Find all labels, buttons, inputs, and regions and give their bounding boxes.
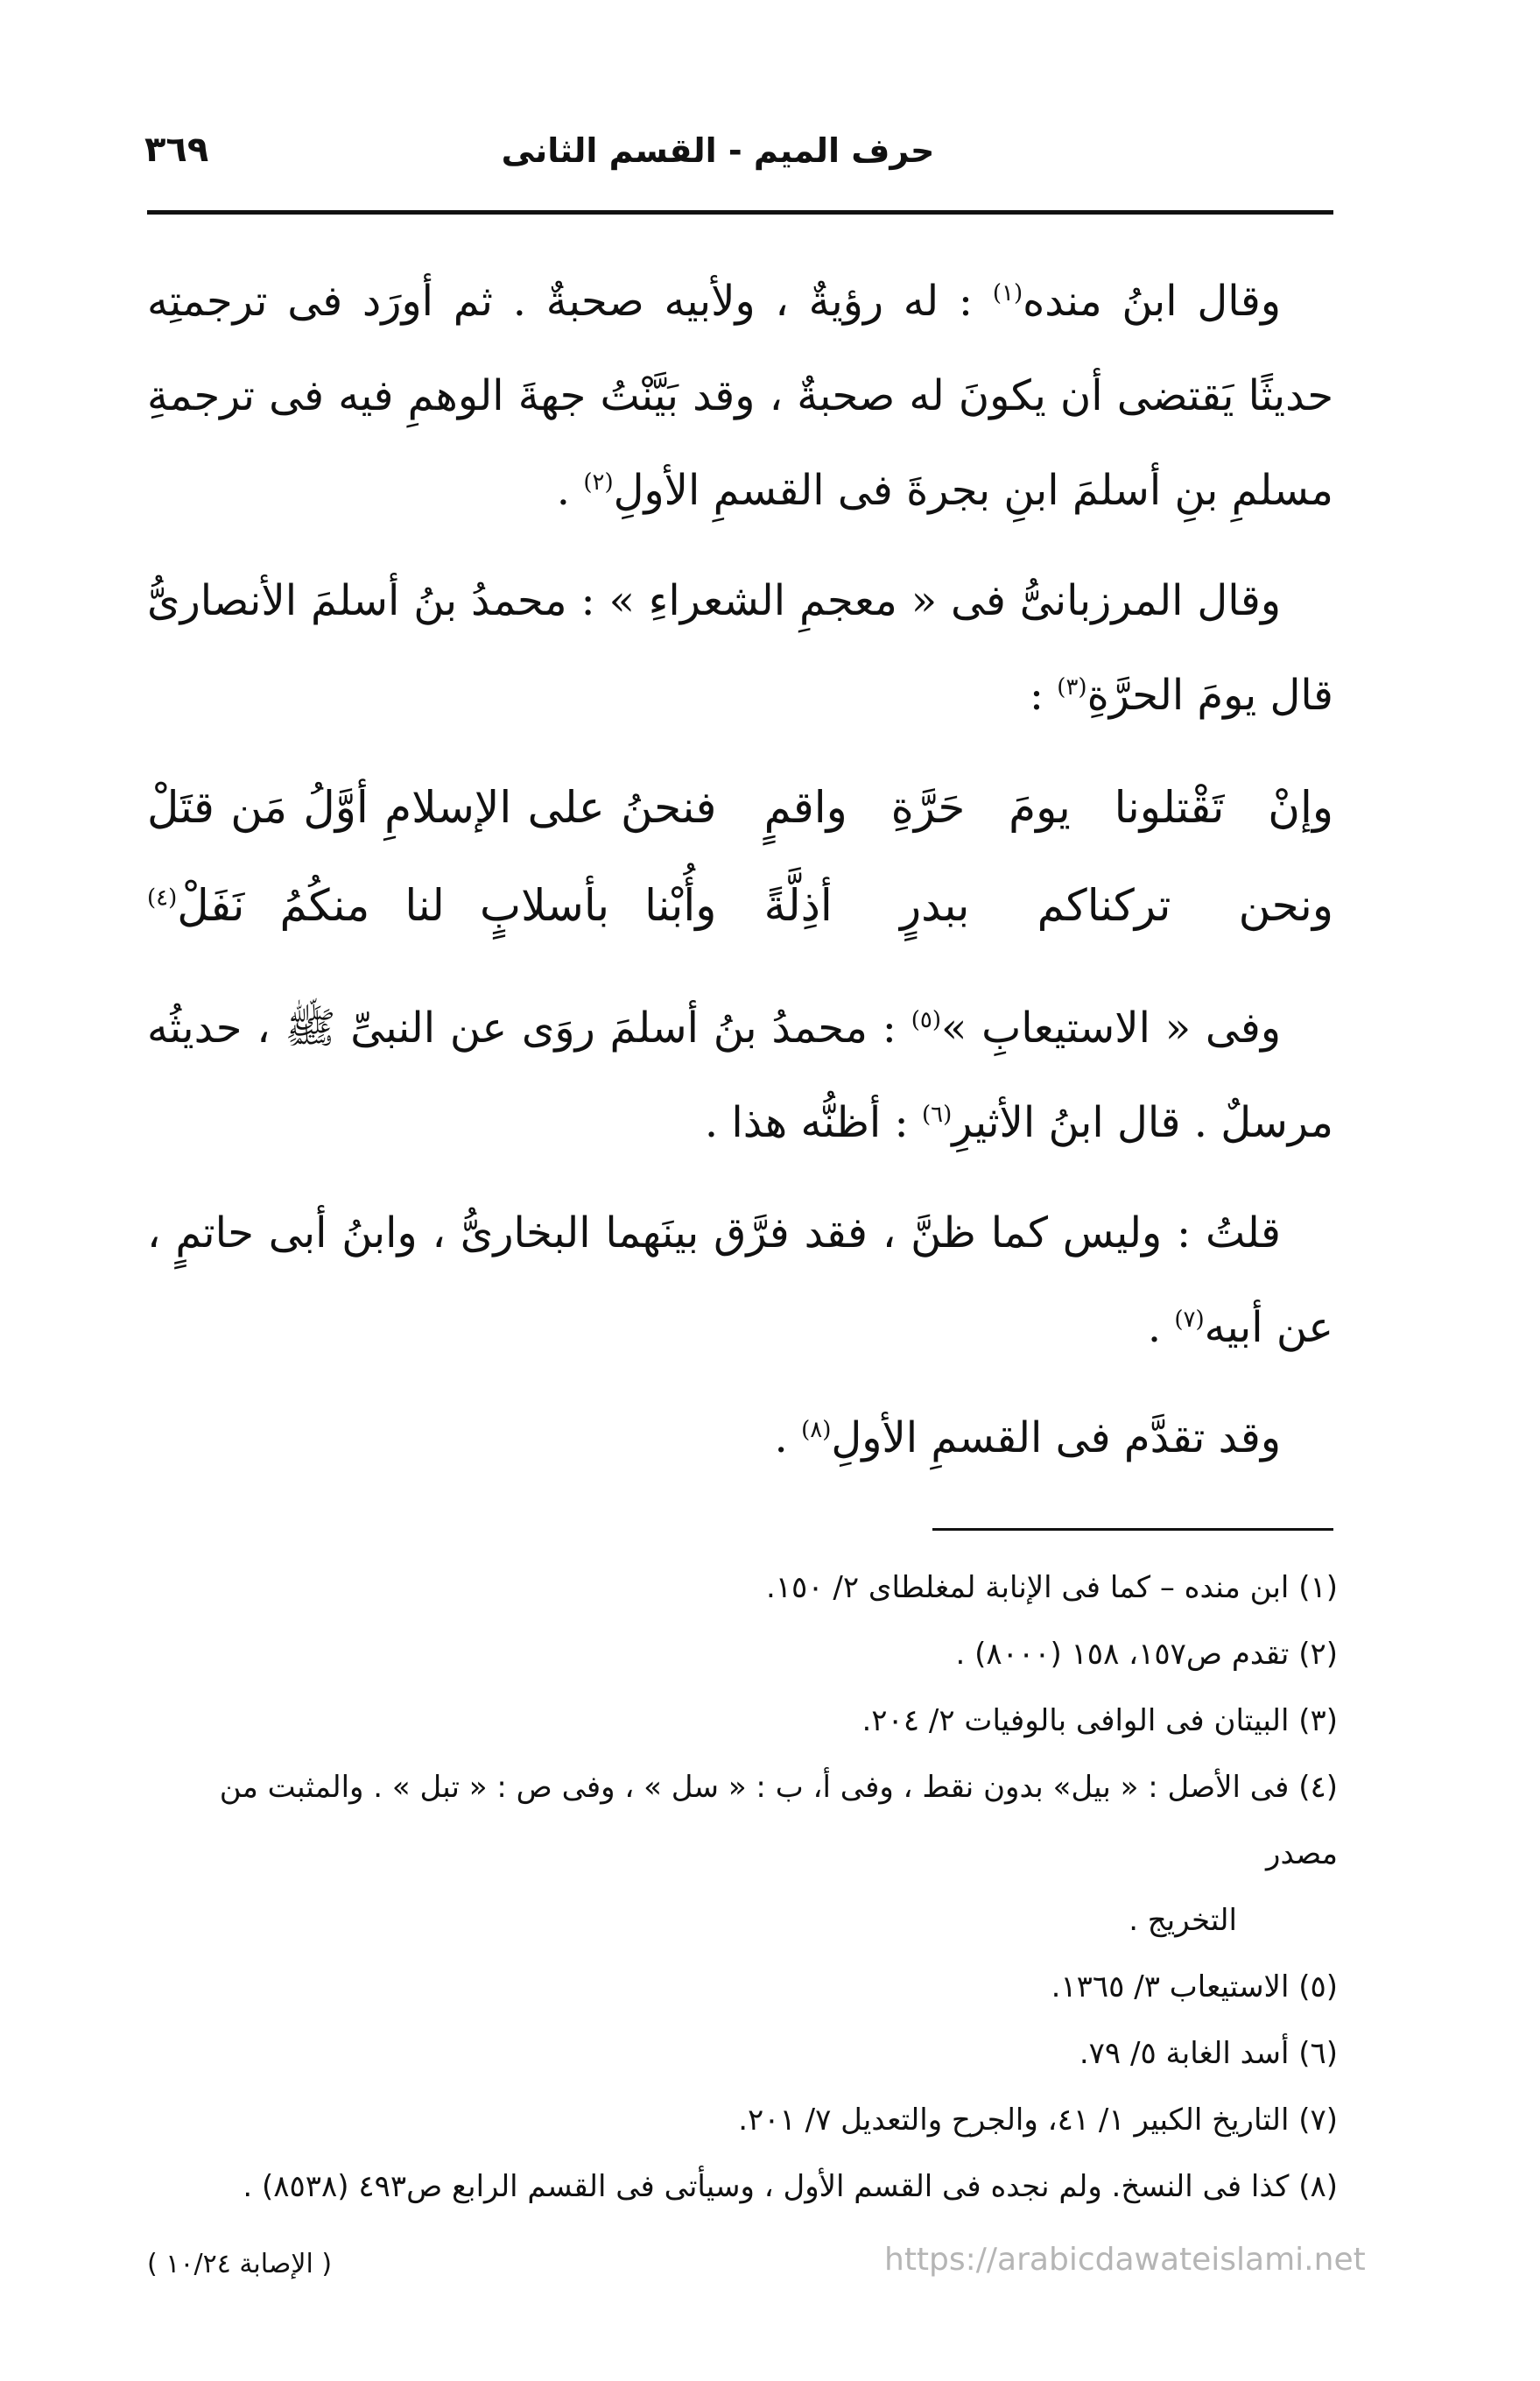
paragraph-1-text-cont: : له رؤيةٌ ، ولأبيه صحبةٌ . ثم أورَد فى ترجمتِه حديثًا يَقتضى أن يكونَ له صحبةٌ ، وقد بَيَّنْتُ جهةَ الوهمِ فيه فى ترجمةِ مسلمِ بنِ أسلمَ ابنِ بجرةَ فى القسمِ الأولِ	[147, 277, 1334, 515]
footnote-6: (٦) أسد الغابة ٥/ ٧٩.	[1079, 2036, 1338, 2071]
footnote-4-continuation: التخريج .	[1129, 1903, 1237, 1938]
footnote-ref-3: (٣)	[1057, 674, 1087, 701]
footnote-3: (٣) البيتان فى الوافى بالوفيات ٢/ ٢٠٤.	[861, 1703, 1338, 1738]
paragraph-3	[147, 981, 1333, 1170]
header-rule	[147, 210, 1333, 215]
verse-1-second-hemistich: فنحنُ على الإسلامِ أوَّلُ مَن قتَلْ	[147, 782, 717, 833]
paragraph-2-text: وقال المرزبانىُّ فى « معجمِ الشعراءِ » : محمدُ بنُ أسلمَ الأنصارىُّ قال يومَ الحرَّةِ	[147, 576, 1333, 720]
poem	[147, 758, 1333, 955]
verse-1-first-hemistich: وإنْ تَقْتلونا يومَ حَرَّةِ واقمٍ	[763, 782, 1333, 833]
footnote-7: (٧) التاريخ الكبير ١/ ٤١، والجرح والتعديل ٧/ ٢٠١.	[738, 2103, 1338, 2138]
paragraph-4-text: قلتُ : وليس كما ظنَّ ، فقد فرَّق بينَهما البخارىُّ ، وابنُ أبى حاتمٍ ، عن أبيه	[147, 1208, 1333, 1352]
footnotes	[147, 1554, 1338, 2220]
footnote-separator	[932, 1528, 1333, 1531]
running-header-title: حرف الميم - القسم الثانى	[501, 131, 935, 170]
footnote-ref-5: (٥)	[911, 1007, 941, 1033]
paragraph-4	[147, 1186, 1333, 1375]
signature-mark: ( الإصابة ١٠/٢٤ )	[147, 2249, 333, 2279]
footnote-5: (٥) الاستيعاب ٣/ ١٣٦٥.	[1051, 1969, 1338, 2004]
paragraph-5-end: .	[774, 1413, 788, 1462]
verse-2	[147, 856, 1333, 955]
paragraph-2-end: :	[1029, 671, 1044, 720]
paragraph-5	[147, 1391, 1333, 1485]
footnote-ref-8: (٨)	[801, 1417, 832, 1443]
paragraph-3-text: وفى « الاستيعابِ »	[940, 1004, 1282, 1053]
verse-1	[147, 758, 1333, 856]
footnote-1: (١) ابن منده – كما فى الإنابة لمغلطاى ٢/ ١٥٠.	[765, 1570, 1338, 1605]
paragraph-3-text-cont: : محمدُ بنُ أسلمَ روَى عن النبىِّ ﷺ ، حديثُه مرسلٌ . قال ابنُ الأثيرِ	[147, 1004, 1333, 1147]
paragraph-5-text: وقد تقدَّم فى القسمِ الأولِ	[831, 1413, 1281, 1462]
paragraph-3-end: : أظنُّه هذا .	[704, 1098, 909, 1147]
paragraph-1	[147, 254, 1333, 538]
verse-2-second-hemistich	[147, 856, 716, 955]
main-text	[147, 254, 1333, 1501]
verse-2-second-text: وأُبْنا بأسلابٍ لنا منكُمُ نَفَلْ	[177, 880, 717, 931]
footnote-ref-2: (٢)	[583, 469, 614, 496]
paragraph-1-text: وقال ابنُ منده	[1023, 277, 1281, 326]
page-number: ٣٦٩	[144, 130, 209, 170]
paragraph-4-end: .	[1147, 1303, 1162, 1352]
footnote-ref-4: (٤)	[147, 884, 178, 912]
footnote-ref-1: (١)	[992, 280, 1023, 306]
footnote-ref-6: (٦)	[921, 1102, 953, 1128]
verse-2-first-hemistich: ونحن تركناكم ببدرٍ أذِلَّةً	[763, 880, 1333, 931]
footnote-4: (٤) فى الأصل : « بيل» بدون نقط ، وفى أ، ب : « سل » ، وفى ص : « تبل » . والمثبت من مصدر	[219, 1770, 1338, 1871]
footnote-8: (٨) كذا فى النسخ. ولم نجده فى القسم الأول ، وسيأتى فى القسم الرابع ص٤٩٣ (٨٥٣٨) .	[243, 2169, 1338, 2204]
paragraph-2	[147, 553, 1333, 743]
footnote-ref-7: (٧)	[1174, 1307, 1205, 1333]
paragraph-1-end: .	[556, 466, 571, 515]
watermark-url: https://arabicdawateislami.net	[884, 2242, 1366, 2278]
footnote-2: (٢) تقدم ص١٥٧، ١٥٨ (٨٠٠٠) .	[955, 1637, 1338, 1672]
